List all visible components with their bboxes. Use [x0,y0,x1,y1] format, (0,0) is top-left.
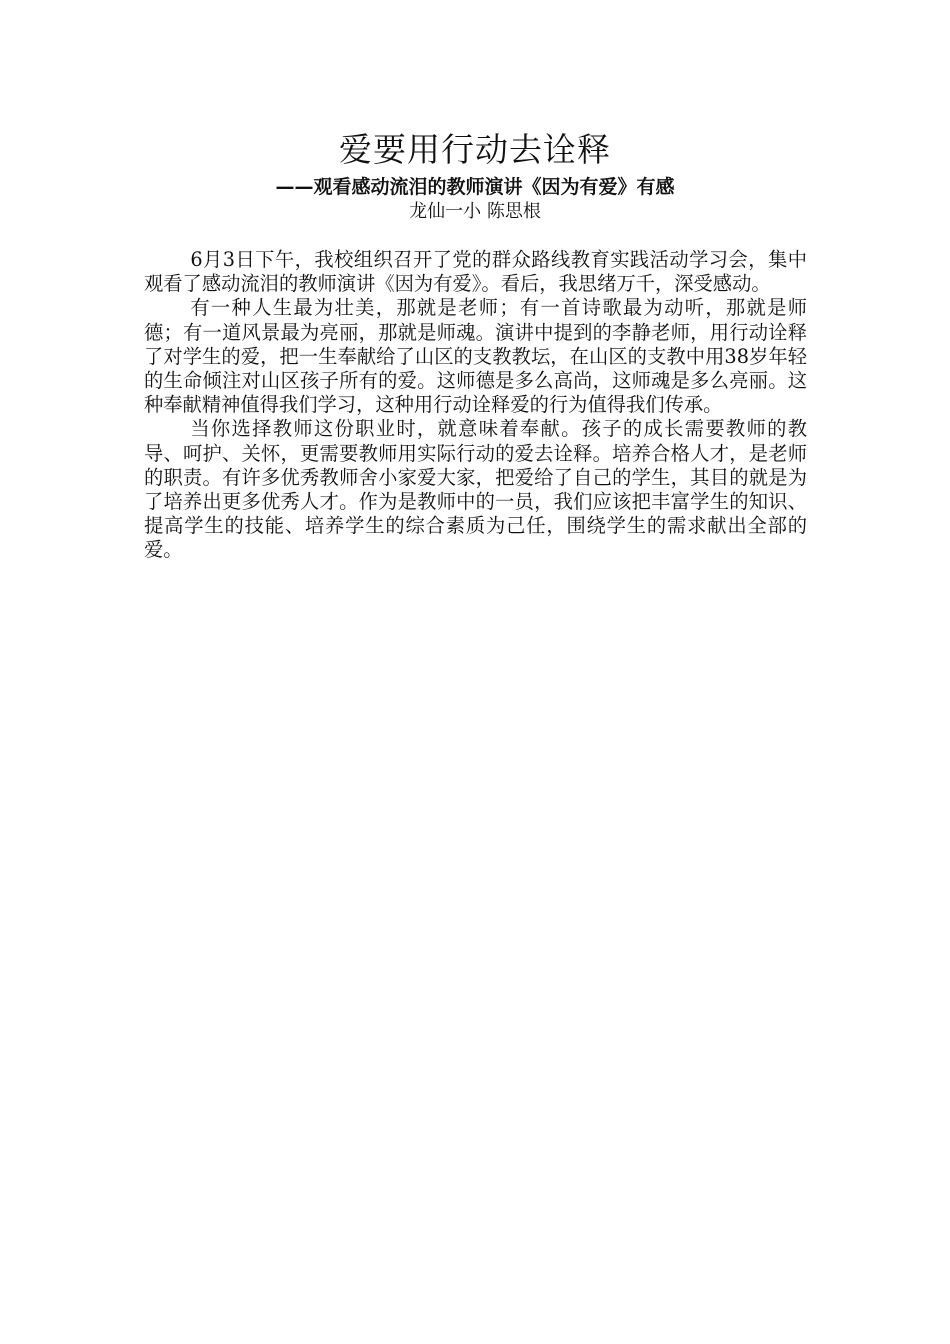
author-line: 龙仙一小 陈思根 [409,201,541,222]
page-title: 爱要用行动去诠释 [339,130,611,169]
article-body [144,248,807,563]
page-subtitle: ——观看感动流泪的教师演讲《因为有爱》有感 [275,176,675,198]
paragraph: 当你选择教师这份职业时，就意味着奉献。孩子的成长需要教师的教导、呵护、关怀，更需要教师用实际行动的爱去诠释。培养合格人才，是老师的职责。有许多优秀教师舍小家爱大家，把爱给了自己的学生，其目的就是为了培养出更多优秀人才。作为是教师中的一员，我们应该把丰富学生的知识、提高学生的技能、培养学生的综合素质为己任，围绕学生的需求献出全部的爱。 [144,417,807,562]
paragraph: 有一种人生最为壮美，那就是老师；有一首诗歌最为动听，那就是师德；有一道风景最为亮丽，那就是师魂。演讲中提到的李静老师，用行动诠释了对学生的爱，把一生奉献给了山区的支教教坛，在山区的支教中用38岁年轻的生命倾注对山区孩子所有的爱。这师德是多么高尚，这师魂是多么亮丽。这种奉献精神值得我们学习，这种用行动诠释爱的行为值得我们传承。 [144,296,807,417]
paragraph: 6月3日下午，我校组织召开了党的群众路线教育实践活动学习会，集中观看了感动流泪的教师演讲《因为有爱》。看后，我思绪万千，深受感动。 [144,248,807,296]
